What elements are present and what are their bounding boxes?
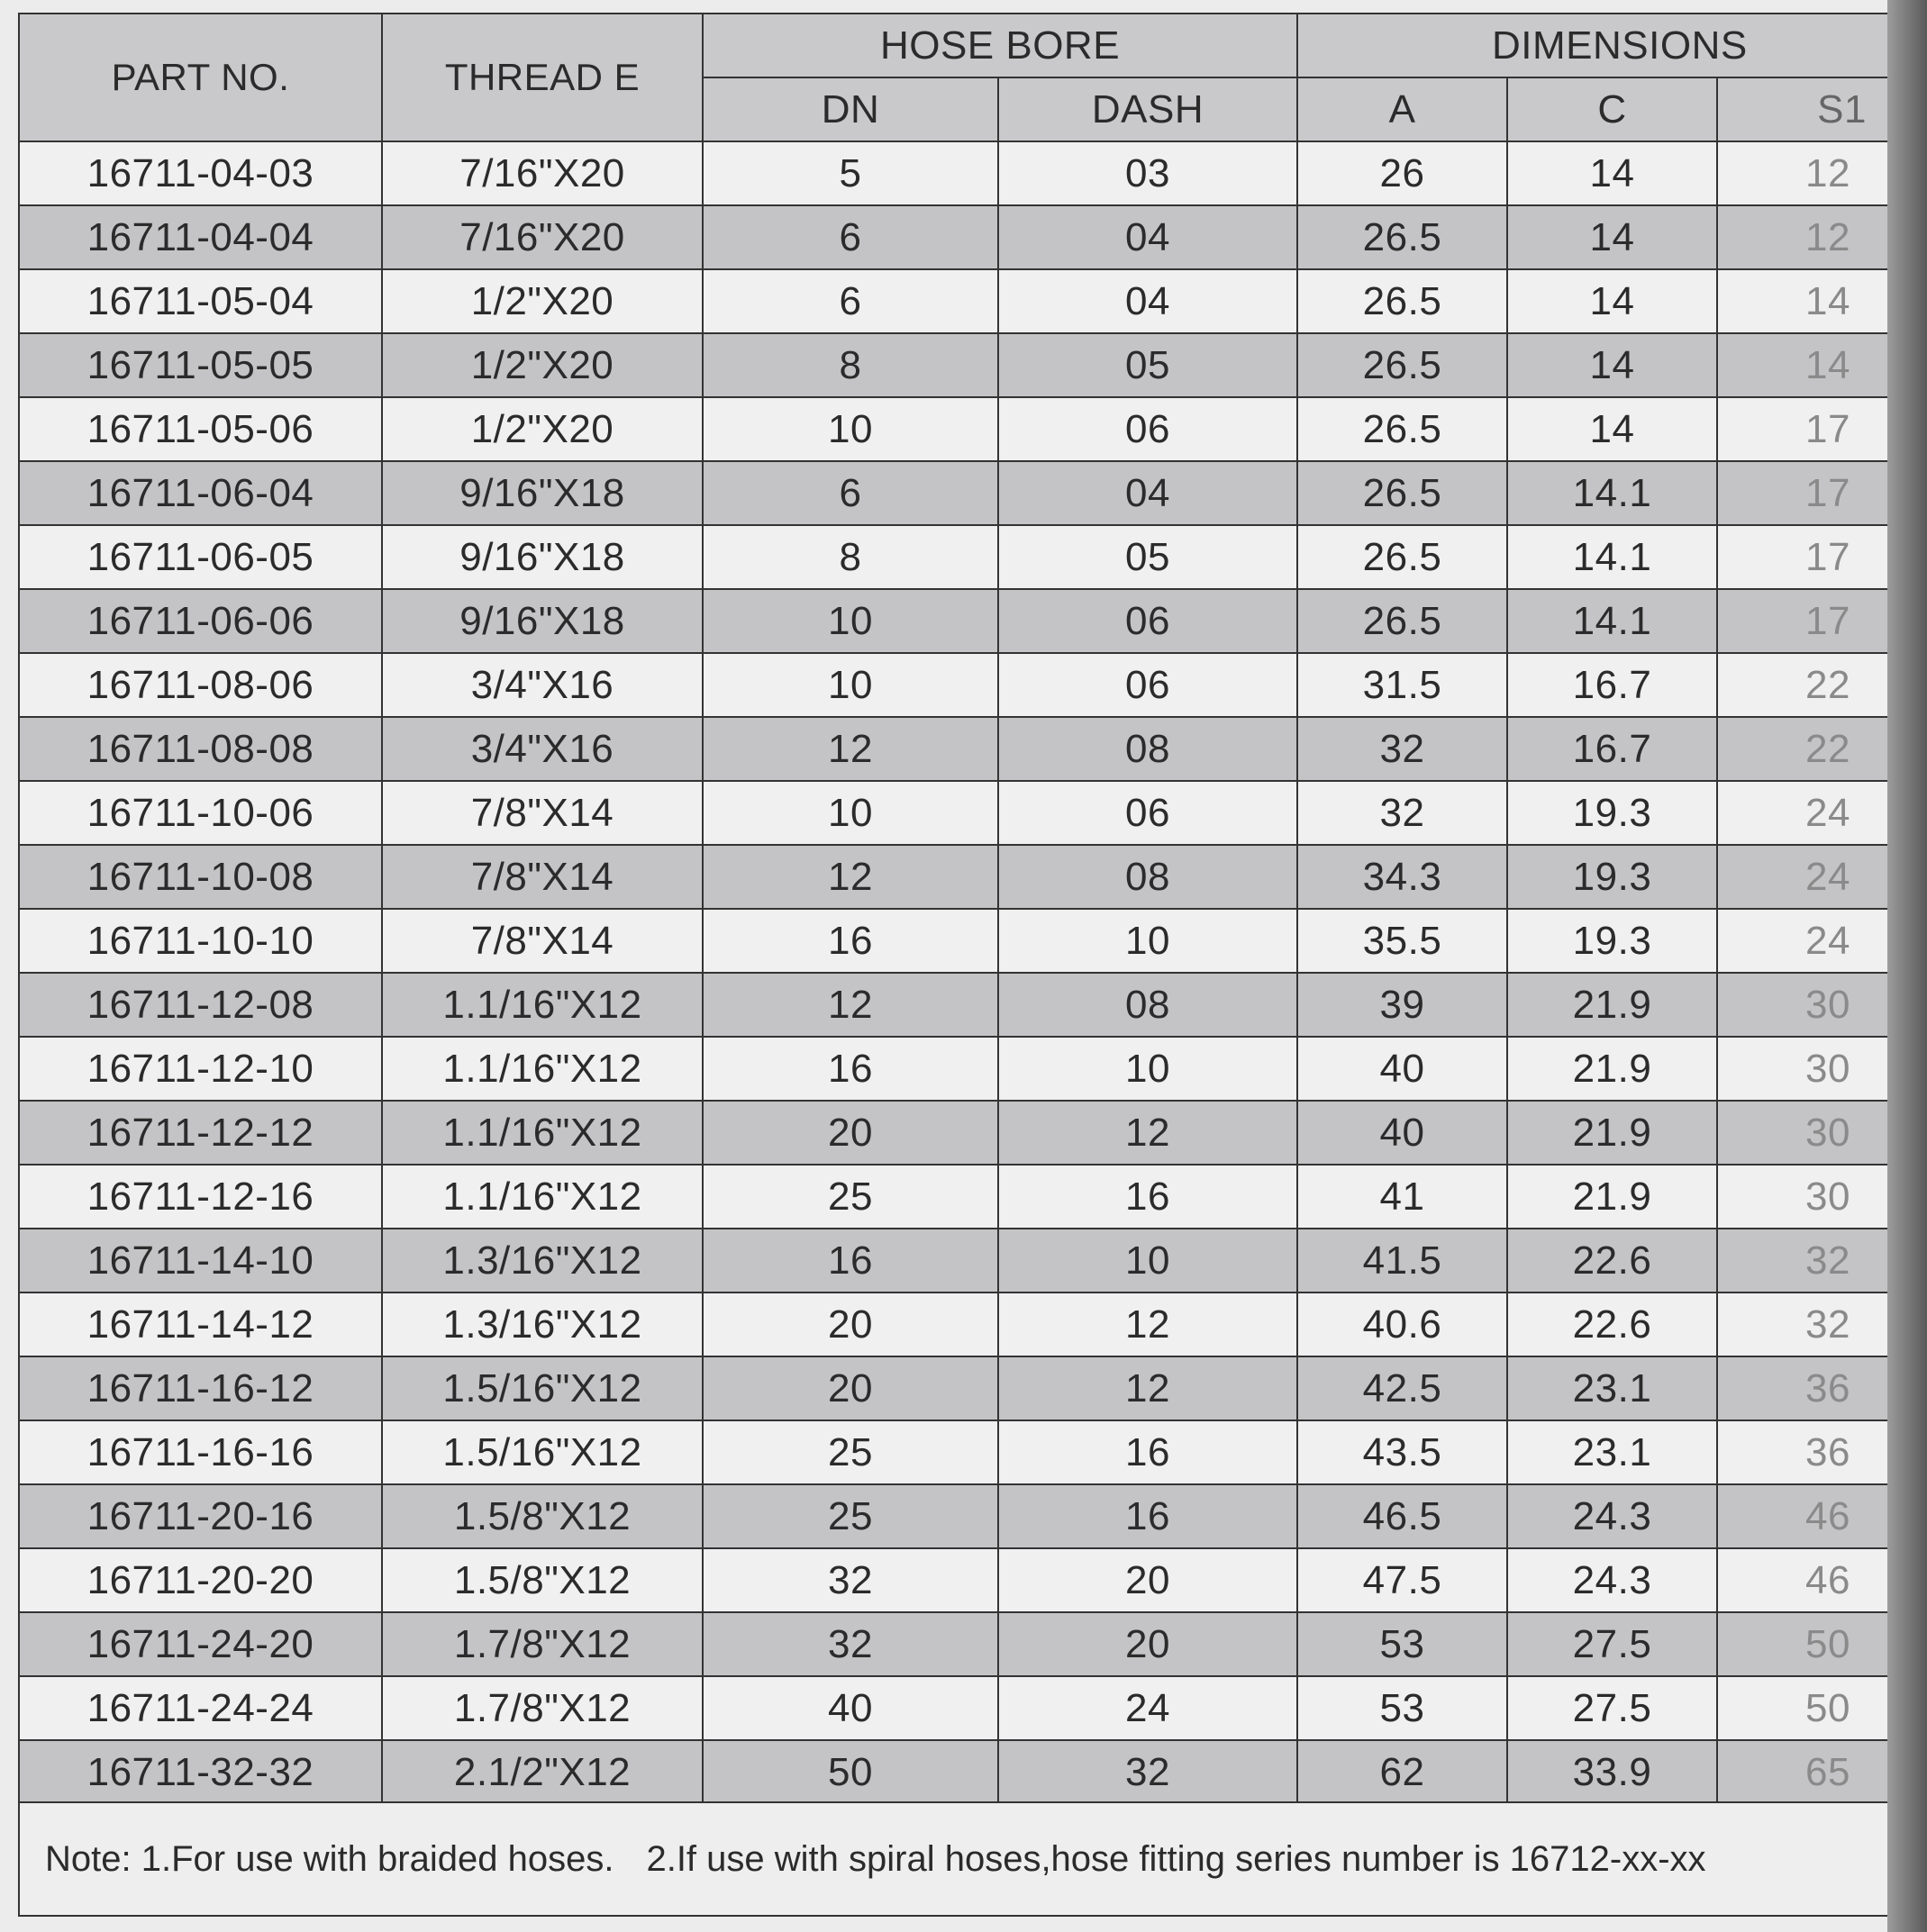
cell-dn: 20 <box>703 1101 998 1165</box>
table-row <box>19 781 1888 845</box>
table-row <box>19 1740 1888 1804</box>
cell-s1: 12 <box>1717 205 1888 269</box>
cell-part-no: 16711-14-12 <box>19 1293 382 1356</box>
cell-part-no: 16711-32-32 <box>19 1740 382 1804</box>
cell-part-no: 16711-04-03 <box>19 141 382 205</box>
cell-dn: 25 <box>703 1484 998 1548</box>
table-row <box>19 1484 1888 1548</box>
cell-c: 14 <box>1507 269 1717 333</box>
table-row <box>19 1420 1888 1484</box>
cell-dash: 06 <box>998 653 1297 717</box>
cell-thread: 3/4"X16 <box>382 717 703 781</box>
cell-dash: 04 <box>998 461 1297 525</box>
cell-thread: 9/16"X18 <box>382 525 703 589</box>
cell-c: 14.1 <box>1507 589 1717 653</box>
cell-a: 26 <box>1297 141 1507 205</box>
cell-part-no: 16711-08-08 <box>19 717 382 781</box>
cell-s1: 12 <box>1717 141 1888 205</box>
cell-s1: 30 <box>1717 973 1888 1037</box>
cell-c: 19.3 <box>1507 845 1717 909</box>
cell-part-no: 16711-10-06 <box>19 781 382 845</box>
cell-dash: 12 <box>998 1356 1297 1420</box>
cell-dn: 50 <box>703 1740 998 1804</box>
cell-part-no: 16711-12-08 <box>19 973 382 1037</box>
cell-a: 62 <box>1297 1740 1507 1804</box>
header-a: A <box>1297 77 1507 141</box>
cell-s1: 30 <box>1717 1101 1888 1165</box>
cell-part-no: 16711-12-12 <box>19 1101 382 1165</box>
header-hose-bore: HOSE BORE <box>703 14 1297 77</box>
cell-c: 14 <box>1507 141 1717 205</box>
table-row <box>19 1037 1888 1101</box>
cell-thread: 7/8"X14 <box>382 845 703 909</box>
cell-thread: 1/2"X20 <box>382 333 703 397</box>
cell-a: 53 <box>1297 1676 1507 1740</box>
cell-s1: 30 <box>1717 1165 1888 1229</box>
cell-part-no: 16711-10-10 <box>19 909 382 973</box>
cell-dn: 8 <box>703 333 998 397</box>
cell-thread: 1.1/16"X12 <box>382 973 703 1037</box>
cell-dash: 05 <box>998 333 1297 397</box>
note-part-2: 2.If use with spiral hoses,hose fitting series number is 16712-xx-xx <box>646 1838 1706 1879</box>
cell-part-no: 16711-08-06 <box>19 653 382 717</box>
cell-s1: 22 <box>1717 653 1888 717</box>
cell-a: 26.5 <box>1297 269 1507 333</box>
cell-dn: 12 <box>703 717 998 781</box>
cell-c: 24.3 <box>1507 1484 1717 1548</box>
cell-thread: 1.1/16"X12 <box>382 1037 703 1101</box>
cell-c: 14 <box>1507 333 1717 397</box>
cell-dn: 16 <box>703 1037 998 1101</box>
cell-dash: 24 <box>998 1676 1297 1740</box>
cell-dash: 10 <box>998 1037 1297 1101</box>
cell-dash: 20 <box>998 1612 1297 1676</box>
table-row <box>19 653 1888 717</box>
cell-part-no: 16711-06-05 <box>19 525 382 589</box>
table-row <box>19 1101 1888 1165</box>
cell-dash: 08 <box>998 845 1297 909</box>
cell-part-no: 16711-16-16 <box>19 1420 382 1484</box>
cell-a: 26.5 <box>1297 333 1507 397</box>
cell-dash: 06 <box>998 589 1297 653</box>
cell-a: 47.5 <box>1297 1548 1507 1612</box>
cell-c: 23.1 <box>1507 1420 1717 1484</box>
cell-a: 42.5 <box>1297 1356 1507 1420</box>
cell-s1: 36 <box>1717 1420 1888 1484</box>
cell-dn: 16 <box>703 909 998 973</box>
cell-dn: 10 <box>703 781 998 845</box>
cell-a: 41.5 <box>1297 1229 1507 1293</box>
cell-part-no: 16711-06-04 <box>19 461 382 525</box>
cell-a: 32 <box>1297 717 1507 781</box>
cell-dn: 20 <box>703 1356 998 1420</box>
cell-part-no: 16711-12-16 <box>19 1165 382 1229</box>
cell-c: 19.3 <box>1507 781 1717 845</box>
cell-s1: 17 <box>1717 461 1888 525</box>
cell-dn: 32 <box>703 1548 998 1612</box>
cell-s1: 65 <box>1717 1740 1888 1804</box>
footnote <box>18 1801 1887 1917</box>
cell-thread: 1.5/8"X12 <box>382 1548 703 1612</box>
cell-s1: 50 <box>1717 1612 1888 1676</box>
cell-a: 40 <box>1297 1037 1507 1101</box>
cell-s1: 17 <box>1717 525 1888 589</box>
cell-dn: 25 <box>703 1165 998 1229</box>
table-row <box>19 1356 1888 1420</box>
cell-a: 34.3 <box>1297 845 1507 909</box>
cell-dash: 20 <box>998 1548 1297 1612</box>
cell-c: 23.1 <box>1507 1356 1717 1420</box>
cell-c: 22.6 <box>1507 1293 1717 1356</box>
cell-dn: 6 <box>703 205 998 269</box>
cell-part-no: 16711-05-04 <box>19 269 382 333</box>
cell-c: 21.9 <box>1507 1101 1717 1165</box>
header-part-no: PART NO. <box>19 14 382 141</box>
cell-a: 41 <box>1297 1165 1507 1229</box>
page-edge-shadow <box>1887 0 1927 1932</box>
cell-part-no: 16711-14-10 <box>19 1229 382 1293</box>
cell-c: 27.5 <box>1507 1676 1717 1740</box>
cell-thread: 7/16"X20 <box>382 141 703 205</box>
cell-thread: 1.3/16"X12 <box>382 1293 703 1356</box>
cell-thread: 7/8"X14 <box>382 781 703 845</box>
cell-c: 22.6 <box>1507 1229 1717 1293</box>
cell-dn: 6 <box>703 461 998 525</box>
cell-dn: 8 <box>703 525 998 589</box>
cell-thread: 9/16"X18 <box>382 461 703 525</box>
table-row <box>19 333 1888 397</box>
cell-c: 21.9 <box>1507 1165 1717 1229</box>
header-dn: DN <box>703 77 998 141</box>
cell-dn: 40 <box>703 1676 998 1740</box>
cell-part-no: 16711-04-04 <box>19 205 382 269</box>
cell-c: 19.3 <box>1507 909 1717 973</box>
cell-dash: 05 <box>998 525 1297 589</box>
cell-part-no: 16711-05-05 <box>19 333 382 397</box>
cell-thread: 1.3/16"X12 <box>382 1229 703 1293</box>
cell-s1: 32 <box>1717 1229 1888 1293</box>
table-row <box>19 1165 1888 1229</box>
table-row <box>19 1229 1888 1293</box>
cell-thread: 1.5/8"X12 <box>382 1484 703 1548</box>
cell-c: 33.9 <box>1507 1740 1717 1804</box>
cell-part-no: 16711-24-20 <box>19 1612 382 1676</box>
cell-dn: 12 <box>703 845 998 909</box>
cell-a: 26.5 <box>1297 397 1507 461</box>
cell-dash: 04 <box>998 269 1297 333</box>
cell-dn: 25 <box>703 1420 998 1484</box>
table-row <box>19 525 1888 589</box>
cell-dash: 04 <box>998 205 1297 269</box>
cell-s1: 36 <box>1717 1356 1888 1420</box>
cell-thread: 1/2"X20 <box>382 397 703 461</box>
cell-a: 35.5 <box>1297 909 1507 973</box>
cell-a: 40 <box>1297 1101 1507 1165</box>
cell-c: 14 <box>1507 397 1717 461</box>
cell-c: 24.3 <box>1507 1548 1717 1612</box>
cell-thread: 1.5/16"X12 <box>382 1420 703 1484</box>
cell-dn: 10 <box>703 589 998 653</box>
cell-a: 26.5 <box>1297 589 1507 653</box>
table-row <box>19 909 1888 973</box>
cell-s1: 14 <box>1717 269 1888 333</box>
cell-s1: 17 <box>1717 589 1888 653</box>
header-thread: THREAD E <box>382 14 703 141</box>
cell-part-no: 16711-20-20 <box>19 1548 382 1612</box>
cell-s1: 17 <box>1717 397 1888 461</box>
cell-part-no: 16711-24-24 <box>19 1676 382 1740</box>
cell-dash: 12 <box>998 1101 1297 1165</box>
cell-a: 46.5 <box>1297 1484 1507 1548</box>
table-row <box>19 973 1888 1037</box>
table-row <box>19 205 1888 269</box>
cell-dn: 32 <box>703 1612 998 1676</box>
cell-thread: 1.7/8"X12 <box>382 1676 703 1740</box>
cell-dn: 10 <box>703 397 998 461</box>
cell-a: 26.5 <box>1297 461 1507 525</box>
cell-c: 16.7 <box>1507 653 1717 717</box>
cell-a: 26.5 <box>1297 205 1507 269</box>
cell-dn: 5 <box>703 141 998 205</box>
note-part-1: Note: 1.For use with braided hoses. <box>45 1838 614 1879</box>
cell-s1: 24 <box>1717 845 1888 909</box>
cell-a: 26.5 <box>1297 525 1507 589</box>
table-row <box>19 461 1888 525</box>
cell-dash: 32 <box>998 1740 1297 1804</box>
cell-s1: 50 <box>1717 1676 1888 1740</box>
cell-dn: 12 <box>703 973 998 1037</box>
cell-dash: 16 <box>998 1420 1297 1484</box>
cell-s1: 32 <box>1717 1293 1888 1356</box>
cell-a: 39 <box>1297 973 1507 1037</box>
header-dimensions: DIMENSIONS <box>1297 14 1888 77</box>
cell-dash: 06 <box>998 397 1297 461</box>
cell-a: 32 <box>1297 781 1507 845</box>
cell-thread: 1/2"X20 <box>382 269 703 333</box>
table-row <box>19 269 1888 333</box>
header-s1: S1 <box>1717 77 1888 141</box>
cell-thread: 1.5/16"X12 <box>382 1356 703 1420</box>
table-row <box>19 717 1888 781</box>
cell-dash: 10 <box>998 1229 1297 1293</box>
cell-a: 40.6 <box>1297 1293 1507 1356</box>
cell-thread: 7/16"X20 <box>382 205 703 269</box>
table-row <box>19 1612 1888 1676</box>
cell-s1: 24 <box>1717 781 1888 845</box>
header-dash: DASH <box>998 77 1297 141</box>
cell-dn: 20 <box>703 1293 998 1356</box>
cell-s1: 22 <box>1717 717 1888 781</box>
cell-dash: 12 <box>998 1293 1297 1356</box>
cell-thread: 7/8"X14 <box>382 909 703 973</box>
cell-dash: 08 <box>998 973 1297 1037</box>
cell-part-no: 16711-20-16 <box>19 1484 382 1548</box>
cell-part-no: 16711-10-08 <box>19 845 382 909</box>
cell-a: 43.5 <box>1297 1420 1507 1484</box>
table-row <box>19 1676 1888 1740</box>
cell-dn: 16 <box>703 1229 998 1293</box>
cell-part-no: 16711-16-12 <box>19 1356 382 1420</box>
table-row <box>19 845 1888 909</box>
table-row <box>19 397 1888 461</box>
cell-s1: 46 <box>1717 1484 1888 1548</box>
cell-thread: 1.1/16"X12 <box>382 1101 703 1165</box>
table-row <box>19 141 1888 205</box>
cell-thread: 9/16"X18 <box>382 589 703 653</box>
cell-thread: 1.1/16"X12 <box>382 1165 703 1229</box>
cell-thread: 3/4"X16 <box>382 653 703 717</box>
table-row <box>19 1293 1888 1356</box>
cell-c: 14.1 <box>1507 525 1717 589</box>
cell-c: 21.9 <box>1507 973 1717 1037</box>
cell-thread: 2.1/2"X12 <box>382 1740 703 1804</box>
cell-dash: 10 <box>998 909 1297 973</box>
cell-dn: 6 <box>703 269 998 333</box>
cell-dash: 03 <box>998 141 1297 205</box>
cell-c: 21.9 <box>1507 1037 1717 1101</box>
cell-c: 14 <box>1507 205 1717 269</box>
cell-s1: 30 <box>1717 1037 1888 1101</box>
cell-s1: 14 <box>1717 333 1888 397</box>
cell-a: 31.5 <box>1297 653 1507 717</box>
header-c: C <box>1507 77 1717 141</box>
table-row <box>19 1548 1888 1612</box>
cell-c: 27.5 <box>1507 1612 1717 1676</box>
cell-c: 14.1 <box>1507 461 1717 525</box>
cell-part-no: 16711-05-06 <box>19 397 382 461</box>
cell-a: 53 <box>1297 1612 1507 1676</box>
cell-s1: 24 <box>1717 909 1888 973</box>
cell-c: 16.7 <box>1507 717 1717 781</box>
cell-part-no: 16711-12-10 <box>19 1037 382 1101</box>
hose-fitting-spec-table <box>18 13 1888 1805</box>
cell-s1: 46 <box>1717 1548 1888 1612</box>
cell-thread: 1.7/8"X12 <box>382 1612 703 1676</box>
cell-dash: 08 <box>998 717 1297 781</box>
cell-dash: 06 <box>998 781 1297 845</box>
cell-dn: 10 <box>703 653 998 717</box>
cell-dash: 16 <box>998 1484 1297 1548</box>
cell-part-no: 16711-06-06 <box>19 589 382 653</box>
cell-dash: 16 <box>998 1165 1297 1229</box>
table-row <box>19 589 1888 653</box>
